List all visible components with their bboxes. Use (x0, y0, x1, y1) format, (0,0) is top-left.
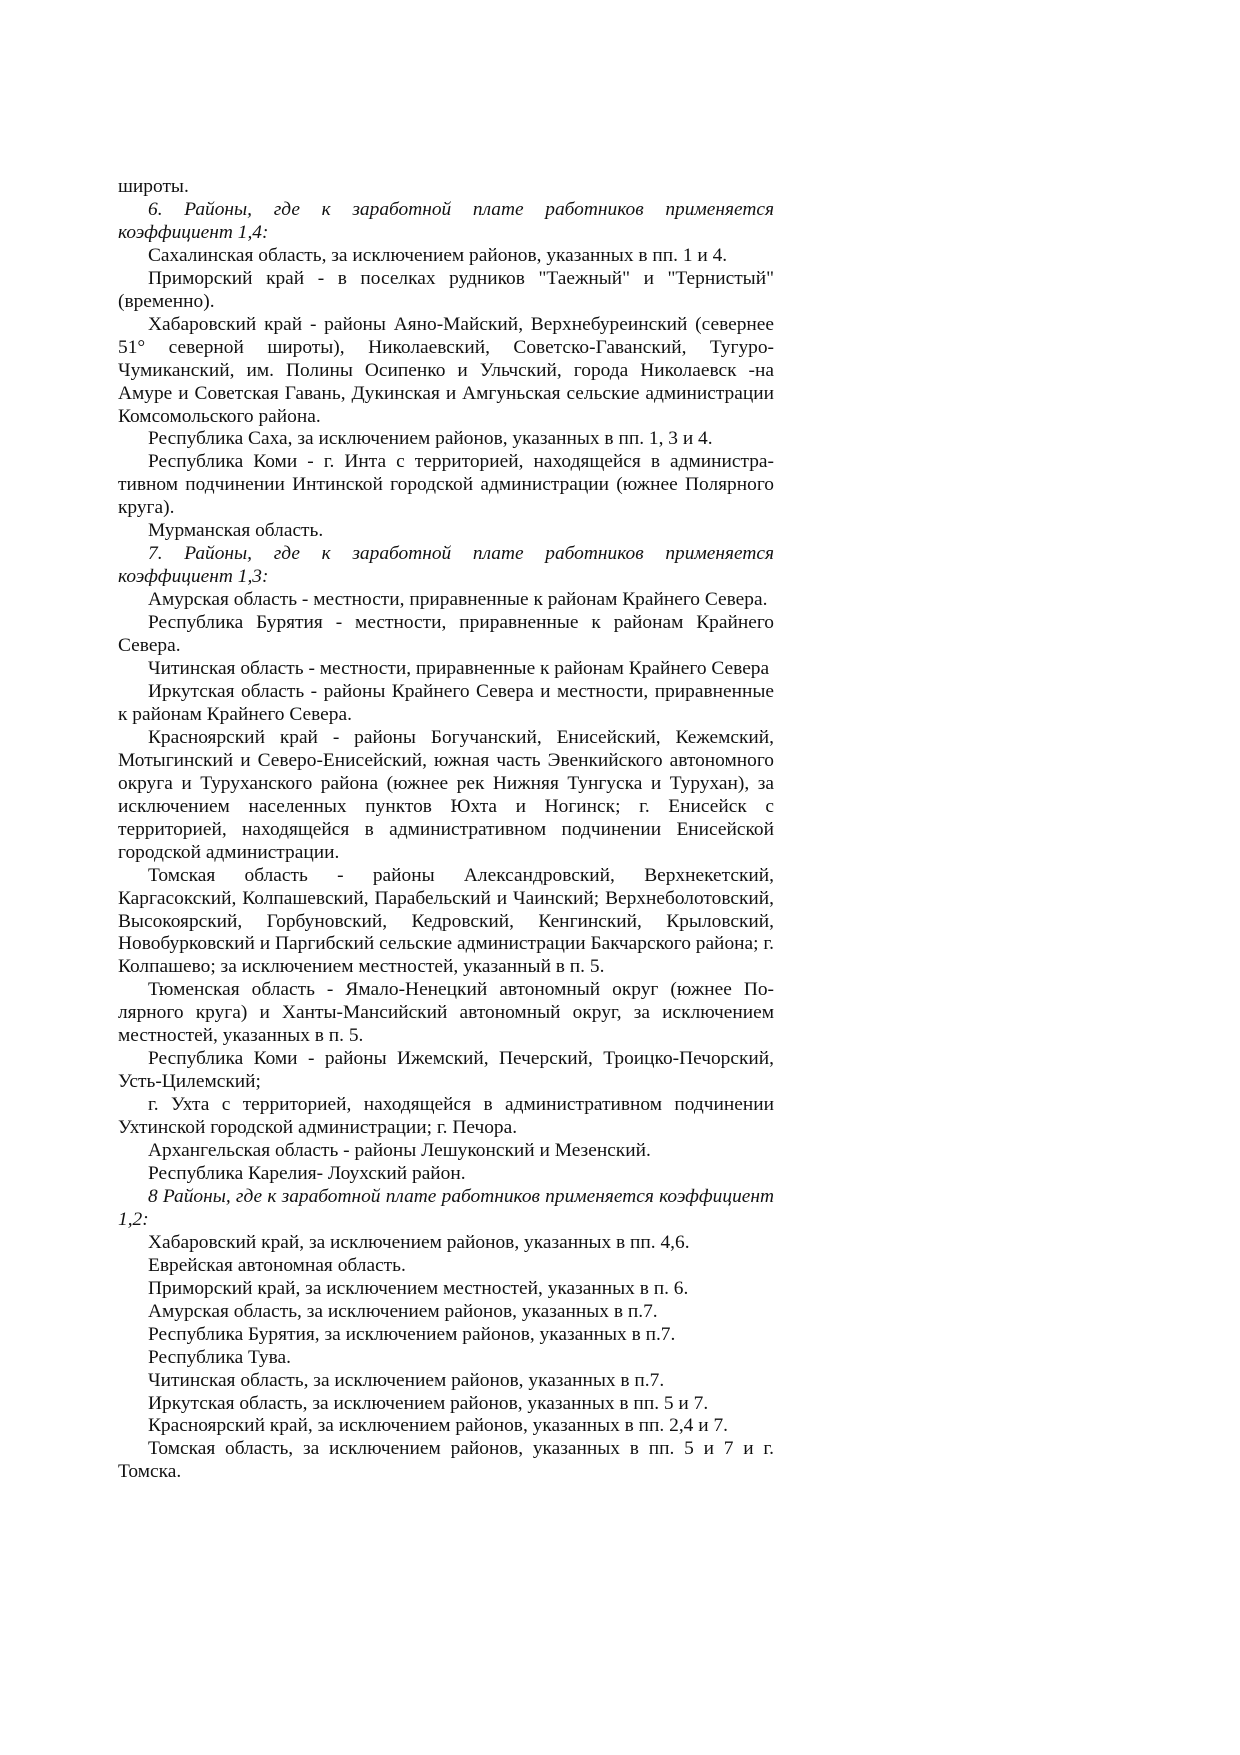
paragraph: Еврейская автономная область. (148, 1254, 406, 1276)
paragraph: Архангельская область - районы Лешуконский и Мезенский. (148, 1140, 651, 1162)
paragraph: Республика Коми - г. Инта с территорией, находящейся в администра-тивном подчинении Интинской городской администрации (южнее Полярного круга). (118, 451, 774, 519)
paragraph: Приморский край, за исключением местностей, указанных в п. 6. (148, 1277, 689, 1299)
paragraph: Красноярский край - районы Богучанский, Енисейский, Кежемский, Мотыгинский и Северо-Енисейский, южная часть Эвенкийского автономного округа и Туруханского района (южнее рек Нижняя Тунгуска и Турухан), за исключением населенных пунктов Юхта и Ногинск; г. Енисейск с территорией, находящейся в административном подчинении Енисейской городской администрации. (118, 726, 774, 863)
paragraph: Мурманская область. (148, 520, 324, 542)
paragraph: Сахалинская область, за исключением районов, указанных в пп. 1 и 4. (148, 244, 728, 266)
paragraph: Республика Бурятия, за исключением районов, указанных в п.7. (148, 1323, 676, 1345)
paragraph: Читинская область, за исключением районов, указанных в п.7. (148, 1369, 665, 1391)
section-heading-8: 8 Районы, где к заработной плате работников применяется коэффициент 1,2: (118, 1185, 774, 1230)
paragraph: Тюменская область - Ямало-Ненецкий автономный округ (южнее По-лярного круга) и Ханты-Мансийский автономный округ, за исключением местностей, указанных в п. 5. (118, 979, 774, 1047)
paragraph: Республика Карелия- Лоухский район. (148, 1162, 466, 1184)
paragraph: Читинская область - местности, приравненные к районам Крайнего Севера (148, 658, 770, 680)
paragraph: Хабаровский край, за исключением районов, указанных в пп. 4,6. (148, 1231, 690, 1253)
paragraph: Республика Тува. (148, 1346, 291, 1368)
paragraph: Томская область, за исключением районов, указанных в пп. 5 и 7 и г. Томска. (118, 1438, 774, 1483)
paragraph: Иркутская область, за исключением районов, указанных в пп. 5 и 7. (148, 1392, 709, 1414)
paragraph: Томская область - районы Александровский, Верхнекетский, Каргасокский, Колпашевский, Парабельский и Чаинский; Верхнеболотовский, Высокоярский, Горбуновский, Кедровский, Кенгинский, Крыловский, Новобурковский и Паргибский сельские администрации Бакчарского района; г. Колпашево; за исключением местностей, указанный в п. 5. (118, 864, 774, 978)
paragraph: Приморский край - в поселках рудников "Таежный" и "Тернистый" (временно). (118, 267, 774, 312)
paragraph: Республика Коми - районы Ижемский, Печерский, Троицко-Печорский, Усть-Цилемский; (118, 1048, 774, 1093)
paragraph: Республика Бурятия - местности, приравненные к районам Крайнего Севера. (118, 612, 774, 657)
paragraph: Иркутская область - районы Крайнего Севера и местности, приравненные к районам Крайнего Севера. (118, 680, 774, 725)
paragraph-continuation: широты. (118, 176, 189, 197)
paragraph: Республика Саха, за исключением районов, указанных в пп. 1, 3 и 4. (148, 428, 713, 450)
paragraph: Хабаровский край - районы Аяно-Майский, Верхнебуреинский (севернее 51° северной широты), Николаевский, Советско-Гаванский, Тугуро-Чумиканский, им. Полины Осипенко и Ульчский, города Николаевск -на Амуре и Советская Гавань, Дукинская и Амгуньская сельские администрации Комсомольского района. (118, 313, 774, 427)
paragraph: г. Ухта с территорией, находящейся в административном подчинении Ухтинской городской администрации; г. Печора. (118, 1094, 774, 1139)
paragraph: Красноярский край, за исключением районов, указанных в пп. 2,4 и 7. (148, 1415, 728, 1437)
paragraph: Амурская область - местности, приравненные к районам Крайнего Севера. (148, 589, 768, 611)
document-page (118, 176, 774, 1484)
section-heading-6: 6. Районы, где к заработной плате работников применяется коэффициент 1,4: (118, 198, 774, 243)
paragraph: Амурская область, за исключением районов, указанных в п.7. (148, 1300, 658, 1322)
section-heading-7: 7. Районы, где к заработной плате работников применяется коэффициент 1,3: (118, 543, 774, 588)
